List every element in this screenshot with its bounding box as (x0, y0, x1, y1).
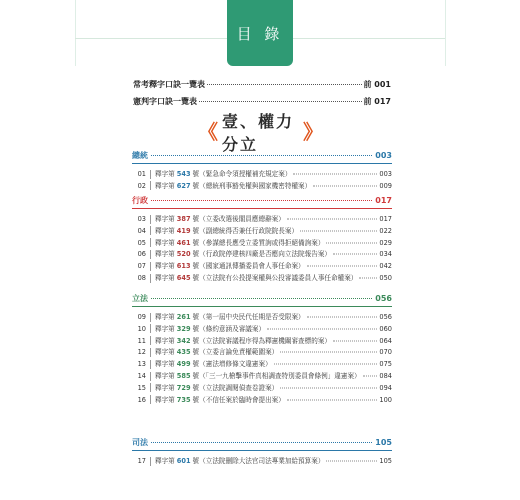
toc-entry[interactable] (132, 370, 392, 382)
entry-number: 14 (137, 372, 146, 380)
entry-page: 042 (379, 262, 392, 271)
entry-suffix: 號 (192, 250, 200, 259)
entry-prefix: 釋字第 (155, 262, 175, 271)
entry-divider (150, 348, 151, 357)
interpretation-number: 435 (176, 348, 191, 357)
toc-entry[interactable] (132, 180, 392, 192)
entry-description: （憲法增修條文違憲案） (199, 360, 272, 369)
entry-page: 064 (379, 336, 392, 345)
entry-page: 075 (379, 360, 392, 369)
entry-page: 003 (379, 170, 392, 178)
toc-entry[interactable] (132, 260, 392, 272)
top-entry-label: 憲判字口訣一覽表 (133, 97, 197, 106)
entry-divider (150, 181, 151, 190)
entry-suffix: 號 (192, 215, 200, 223)
entry-prefix: 釋字第 (155, 457, 175, 465)
section-heading[interactable] (132, 150, 392, 164)
entry-divider (150, 170, 151, 179)
entry-description: （「三一九槍擊事件真相調查特別委員會條例」違憲案） (199, 372, 361, 380)
entry-prefix: 釋字第 (155, 238, 175, 247)
part-open-bracket: 《 (198, 120, 218, 144)
dot-leader (280, 352, 377, 353)
entry-suffix: 號 (192, 274, 200, 282)
entry-suffix: 號 (192, 348, 200, 357)
dot-leader (307, 266, 378, 267)
entry-description: （立法院刪除大法官司法專業加給預算案） (199, 457, 325, 465)
entry-suffix: 號 (192, 360, 200, 369)
entry-description: （立法院有公投提案權與公投審議委員人事任命權案） (199, 274, 358, 282)
entry-page: 094 (379, 383, 392, 392)
interpretation-number: 342 (176, 336, 191, 345)
dot-leader (287, 399, 378, 400)
top-toc-entry[interactable] (133, 96, 391, 110)
part-title: 壹、權力分立 (222, 112, 295, 154)
entry-description: （立法院調閱偵查卷證案） (199, 383, 279, 392)
dot-leader (363, 376, 378, 377)
entry-divider (150, 457, 151, 466)
entry-divider (150, 238, 151, 247)
dot-leader (151, 298, 372, 299)
toc-entry[interactable] (132, 168, 392, 180)
dot-leader (151, 200, 372, 201)
entry-number: 09 (137, 313, 146, 321)
section-name: 司法 (132, 438, 148, 447)
dot-leader (326, 242, 377, 243)
entry-suffix: 號 (192, 226, 200, 235)
entry-prefix: 釋字第 (155, 226, 175, 235)
entry-divider (150, 250, 151, 259)
dot-leader (307, 317, 378, 318)
toc-entry[interactable] (132, 455, 392, 467)
top-toc-entry[interactable] (133, 79, 391, 93)
entry-page: 009 (379, 181, 392, 190)
entry-number: 17 (137, 457, 146, 465)
entry-description: （不信任案於臨時會提出案） (199, 395, 285, 404)
section-rule (132, 208, 392, 209)
entry-page: 050 (379, 274, 392, 282)
entry-description: （立委言論免責權範圍案） (199, 348, 279, 357)
entry-description: （副總統得否兼任行政院院長案） (199, 226, 299, 235)
dot-leader (274, 364, 378, 365)
entry-number: 04 (137, 226, 146, 235)
entry-page: 100 (379, 395, 392, 404)
entry-page: 029 (379, 238, 392, 247)
dot-leader (333, 340, 377, 341)
toc-entry[interactable] (132, 272, 392, 284)
interpretation-number: 329 (176, 324, 191, 333)
interpretation-number: 499 (176, 360, 191, 369)
entry-divider (150, 262, 151, 271)
toc-entry[interactable] (132, 213, 392, 225)
entry-prefix: 釋字第 (155, 360, 175, 369)
section-heading[interactable] (132, 293, 392, 307)
toc-entry[interactable] (132, 237, 392, 249)
entry-page: 022 (379, 226, 392, 235)
entry-divider (150, 383, 151, 392)
entry-divider (150, 215, 151, 224)
entry-suffix: 號 (192, 170, 200, 178)
entry-description: （條約意涵及審議案） (199, 324, 266, 333)
section-name: 立法 (132, 294, 148, 303)
entry-suffix: 號 (192, 383, 200, 392)
entry-number: 16 (137, 395, 146, 404)
entry-page: 017 (379, 215, 392, 223)
toc-entry[interactable] (132, 335, 392, 347)
top-entry-page: 前 001 (363, 80, 391, 89)
section-name: 總統 (132, 151, 148, 160)
interpretation-number: 601 (176, 457, 191, 465)
section-page: 017 (375, 196, 392, 205)
interpretation-number: 387 (176, 215, 191, 223)
entry-prefix: 釋字第 (155, 215, 175, 223)
top-entry-label: 常考釋字口訣一覽表 (133, 80, 205, 89)
entry-prefix: 釋字第 (155, 348, 175, 357)
dot-leader (326, 461, 377, 462)
entry-number: 07 (137, 262, 146, 271)
dot-leader (300, 230, 377, 231)
entry-divider (150, 324, 151, 333)
entry-suffix: 號 (192, 372, 200, 380)
dot-leader (280, 387, 377, 388)
entry-divider (150, 313, 151, 322)
entry-page: 084 (379, 372, 392, 380)
entry-page: 070 (379, 348, 392, 357)
entry-prefix: 釋字第 (155, 372, 175, 380)
interpretation-number: 735 (176, 395, 191, 404)
entry-description: （立法院審議程序得為釋憲機關審查標的案） (199, 336, 332, 345)
section-page: 105 (375, 438, 392, 447)
entry-suffix: 號 (192, 238, 200, 247)
toc-entry[interactable] (132, 248, 392, 260)
toc-entry[interactable] (132, 394, 392, 406)
interpretation-number: 461 (176, 238, 191, 247)
toc-entry[interactable] (132, 323, 392, 335)
entry-prefix: 釋字第 (155, 383, 175, 392)
toc-entry[interactable] (132, 382, 392, 394)
entry-prefix: 釋字第 (155, 324, 175, 333)
entry-description: （行政院停建核四廠是否應向立法院報告案） (199, 250, 332, 259)
dot-leader (333, 254, 377, 255)
section-name: 行政 (132, 196, 148, 205)
dot-leader (287, 219, 378, 220)
entry-prefix: 釋字第 (155, 181, 175, 190)
entry-suffix: 號 (192, 336, 200, 345)
header-left-edge (75, 0, 76, 66)
entry-divider (150, 274, 151, 283)
dot-leader (267, 328, 377, 329)
interpretation-number: 543 (176, 170, 191, 178)
section-page: 003 (375, 151, 392, 160)
entry-description: （總統刑事豁免權與國家機密特權案） (199, 181, 312, 190)
entry-suffix: 號 (192, 324, 200, 333)
section-page: 056 (375, 294, 392, 303)
entry-prefix: 釋字第 (155, 336, 175, 345)
entry-number: 02 (137, 181, 146, 190)
dot-leader (293, 174, 377, 175)
entry-prefix: 釋字第 (155, 170, 175, 178)
entry-page: 056 (379, 313, 392, 321)
section-heading[interactable] (132, 437, 392, 451)
entry-description: （緊急命令須授權補充規定案） (199, 170, 292, 178)
entry-number: 13 (137, 360, 146, 369)
entry-divider (150, 372, 151, 381)
dot-leader (359, 278, 377, 279)
entry-description: （立委改選後閣員應總辭案） (199, 215, 285, 223)
header-right-edge (445, 0, 446, 66)
section-heading[interactable] (132, 195, 392, 209)
interpretation-number: 613 (176, 262, 191, 271)
dot-leader (313, 185, 377, 186)
entry-prefix: 釋字第 (155, 274, 175, 282)
entry-page: 060 (379, 324, 392, 333)
entry-suffix: 號 (192, 181, 200, 190)
entry-number: 15 (137, 383, 146, 392)
entry-number: 01 (137, 170, 146, 178)
toc-entry[interactable] (132, 346, 392, 358)
entry-number: 03 (137, 215, 146, 223)
entry-number: 12 (137, 348, 146, 357)
toc-title: 目 錄 (227, 0, 293, 66)
dot-leader (151, 155, 372, 156)
entry-page: 105 (379, 457, 392, 465)
entry-divider (150, 226, 151, 235)
entry-number: 05 (137, 238, 146, 247)
part-banner (198, 112, 323, 154)
entry-suffix: 號 (192, 395, 200, 404)
toc-entry[interactable] (132, 358, 392, 370)
entry-number: 08 (137, 274, 146, 282)
entry-suffix: 號 (192, 262, 200, 271)
entry-description: （國家通訊傳播委員會人事任命案） (199, 262, 305, 271)
section-rule (132, 450, 392, 451)
entry-page: 034 (379, 250, 392, 259)
entry-suffix: 號 (192, 457, 200, 465)
interpretation-number: 585 (176, 372, 191, 380)
entry-divider (150, 336, 151, 345)
toc-entry[interactable] (132, 225, 392, 237)
dot-leader (199, 101, 362, 102)
section-rule (132, 163, 392, 164)
part-close-bracket: 》 (303, 120, 323, 144)
toc-entry[interactable] (132, 311, 392, 323)
dot-leader (151, 442, 372, 443)
entry-prefix: 釋字第 (155, 250, 175, 259)
entry-description: （第一屆中央民代任期是否受限案） (199, 313, 305, 321)
interpretation-number: 627 (176, 181, 191, 190)
entry-prefix: 釋字第 (155, 313, 175, 321)
entry-suffix: 號 (192, 313, 200, 321)
entry-divider (150, 395, 151, 404)
entry-divider (150, 360, 151, 369)
interpretation-number: 261 (176, 313, 191, 321)
entry-number: 06 (137, 250, 146, 259)
interpretation-number: 645 (176, 274, 191, 282)
entry-description: （參謀總長應受立委質詢或得拒絕備詢案） (199, 238, 325, 247)
dot-leader (207, 84, 362, 85)
entry-number: 11 (137, 336, 146, 345)
interpretation-number: 520 (176, 250, 191, 259)
interpretation-number: 419 (176, 226, 191, 235)
top-entry-page: 前 017 (363, 97, 391, 106)
interpretation-number: 729 (176, 383, 191, 392)
entry-prefix: 釋字第 (155, 395, 175, 404)
section-rule (132, 306, 392, 307)
entry-number: 10 (137, 324, 146, 333)
